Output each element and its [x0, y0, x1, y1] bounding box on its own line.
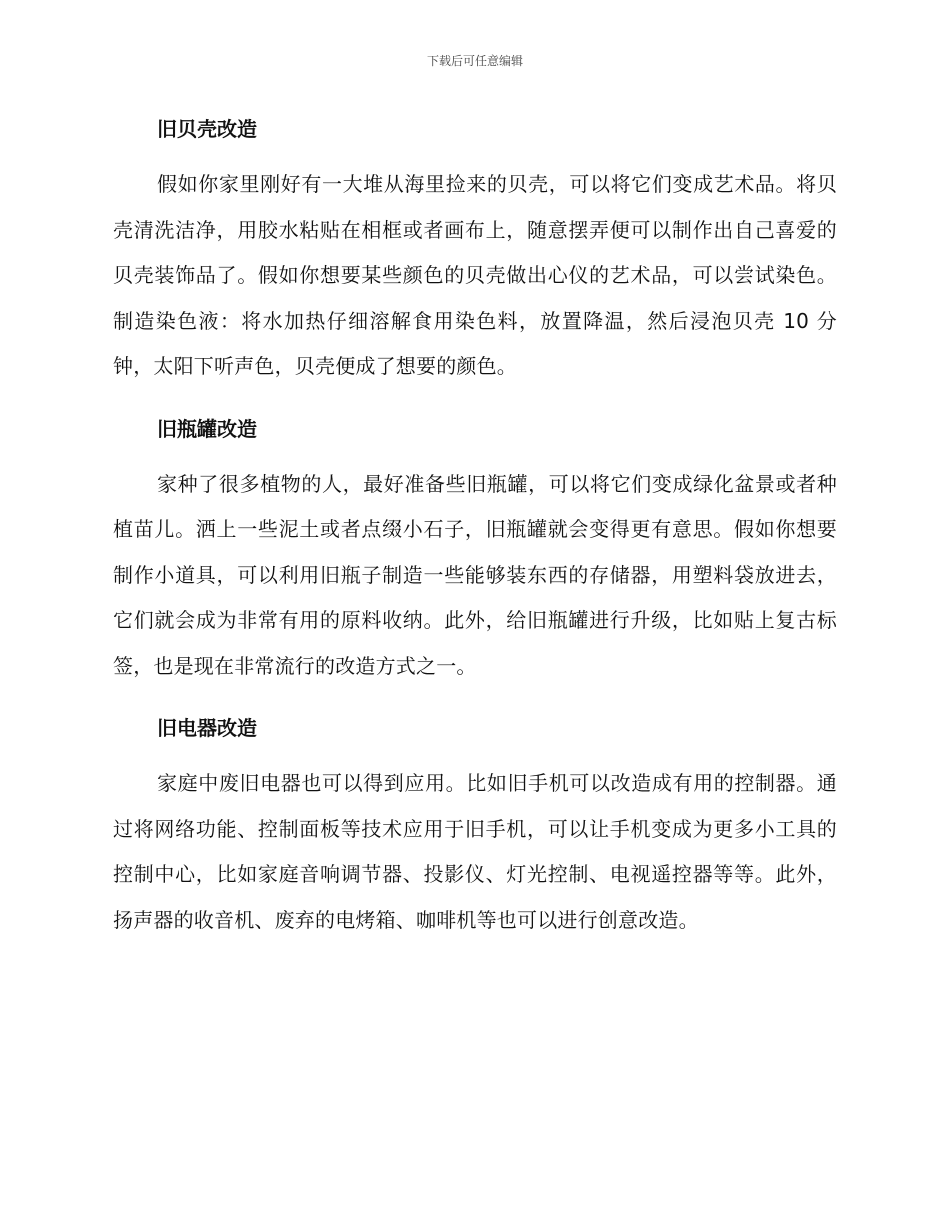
section-title: 旧瓶罐改造: [157, 416, 257, 441]
section-title: 旧贝壳改造: [157, 117, 257, 141]
section-jar-renovation: [113, 411, 837, 690]
section-title: 旧电器改造: [157, 716, 257, 740]
document-content: [113, 111, 837, 964]
section-appliance-renovation: [113, 710, 837, 943]
page-header: 下载后可任意编辑: [426, 54, 523, 68]
section-paragraph: 家种了很多植物的人，最好准备些旧瓶罐，可以将它们变成绿化盆景或者种植苗儿。洒上一些泥土或者点缀小石子，旧瓶罐就会变得更有意思。假如你想要制作小道具，可以利用旧瓶子制造一些能够装东西的存储器，用塑料袋放进去，它们就会成为非常有用的原料收纳。此外，给旧瓶罐进行升级，比如贴上复古标签，也是现在非常流行的改造方式之一。: [113, 471, 837, 678]
section-paragraph: 假如你家里刚好有一大堆从海里捡来的贝壳，可以将它们变成艺术品。将贝壳清洗洁净，用胶水粘贴在相框或者画布上，随意摆弄便可以制作出自己喜爱的贝壳装饰品了。假如你想要某些颜色的贝壳做出心仪的艺术品，可以尝试染色。制造染色液：将水加热仔细溶解食用染色料，放置降温，然后浸泡贝壳 10 分钟，太阳下听声色，贝壳便成了想要的颜色。: [113, 172, 837, 378]
section-shell-renovation: [113, 111, 837, 390]
section-paragraph: 家庭中废旧电器也可以得到应用。比如旧手机可以改造成有用的控制器。通过将网络功能、控制面板等技术应用于旧手机，可以让手机变成为更多小工具的控制中心，比如家庭音响调节器、投影仪、灯光控制、电视遥控器等等。此外，扬声器的收音机、废弃的电烤箱、咖啡机等也可以进行创意改造。: [113, 771, 837, 932]
